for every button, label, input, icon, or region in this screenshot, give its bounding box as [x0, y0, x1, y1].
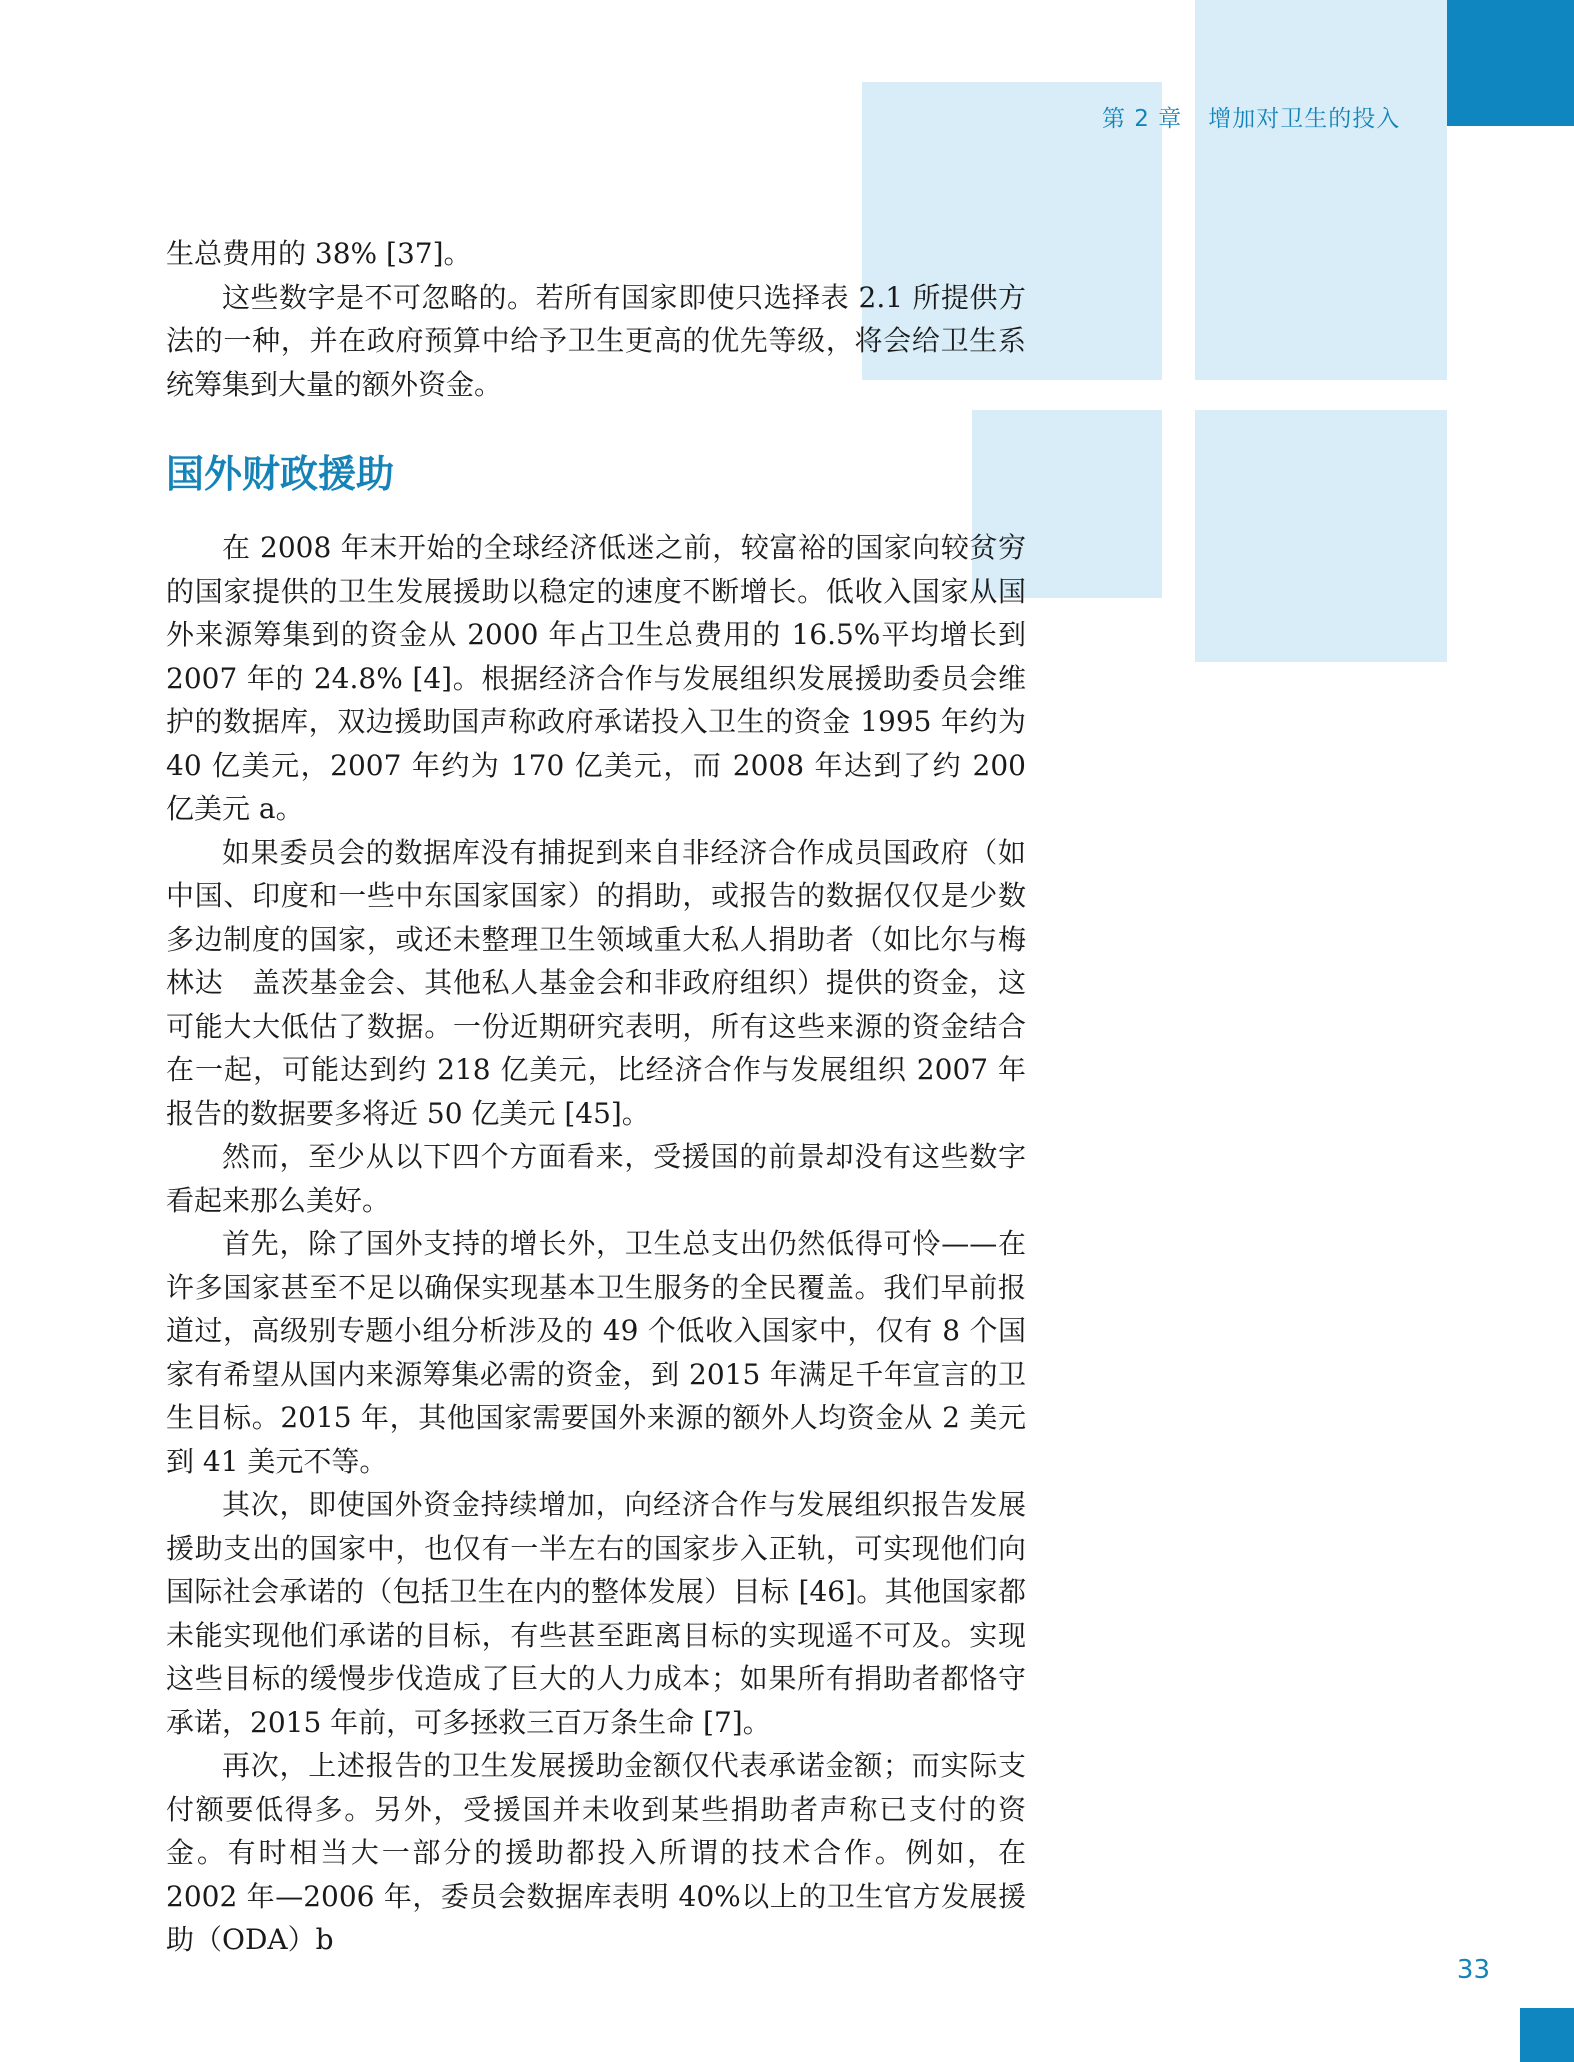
section-heading: 国外财政援助 — [166, 452, 395, 496]
paragraph: 在 2008 年末开始的全球经济低迷之前，较富裕的国家向较贫穷的国家提供的卫生发展援助以稳定的速度不断增长。低收入国家从国外来源筹集到的资金从 2000 年占卫生总费用的 16.5%平均增长到 2007 年的 24.8% [4]。根据经济合作与发展组织发展援助委员会维护的数据库，双边援助国声称政府承诺投入卫生的资金 1995 年约为 40 亿美元，2007 年约为 170 亿美元，而 2008 年达到了约 200 亿美元 a。 — [166, 531, 1026, 825]
page-number: 33 — [1456, 1955, 1490, 1985]
decorative-block — [1195, 410, 1447, 662]
paragraph: 生总费用的 38% [37]。 — [166, 237, 472, 270]
paragraph: 这些数字是不可忽略的。若所有国家即使只选择表 2.1 所提供方法的一种，并在政府预算中给予卫生更高的优先等级，将会给卫生系统筹集到大量的额外资金。 — [166, 280, 1026, 401]
running-header — [1102, 100, 1400, 133]
decorative-block — [1195, 0, 1447, 380]
paragraph: 首先，除了国外支持的增长外，卫生总支出仍然低得可怜——在许多国家甚至不足以确保实现基本卫生服务的全民覆盖。我们早前报道过，高级别专题小组分析涉及的 49 个低收入国家中，仅有 8 个国家有希望从国内来源筹集必需的资金，到 2015 年满足千年宣言的卫生目标。2015 年，其他国家需要国外来源的额外人均资金从 2 美元到 41 美元不等。 — [166, 1227, 1026, 1478]
paragraph: 再次，上述报告的卫生发展援助金额仅代表承诺金额；而实际支付额要低得多。另外，受援国并未收到某些捐助者声称已支付的资金。有时相当大一部分的援助都投入所谓的技术合作。例如，在 2002 年—2006 年，委员会数据库表明 40%以上的卫生官方发展援助（ODA）b — [166, 1749, 1026, 1956]
chapter-title: 增加对卫生的投入 — [1208, 106, 1401, 132]
paragraph: 其次，即使国外资金持续增加，向经济合作与发展组织报告发展援助支出的国家中，也仅有一半左右的国家步入正轨，可实现他们向国际社会承诺的（包括卫生在内的整体发展）目标 [46]。其他国家都未能实现他们承诺的目标，有些甚至距离目标的实现遥不可及。实现这些目标的缓慢步伐造成了巨大的人力成本；如果所有捐助者都恪守承诺，2015 年前，可多拯救三百万条生命 [7]。 — [166, 1488, 1026, 1739]
decorative-block-accent — [1447, 0, 1574, 126]
chapter-number: 第 2 章 — [1102, 106, 1183, 132]
body-text — [166, 232, 1026, 1962]
paragraph: 如果委员会的数据库没有捕捉到来自非经济合作成员国政府（如中国、印度和一些中东国家国家）的捐助，或报告的数据仅仅是少数多边制度的国家，或还未整理卫生领域重大私人捐助者（如比尔与梅林达 盖茨基金会、其他私人基金会和非政府组织）提供的资金，这可能大大低估了数据。一份近期研究表明，所有这些来源的资金结合在一起，可能达到约 218 亿美元，比经济合作与发展组织 2007 年报告的数据要多将近 50 亿美元 [45]。 — [166, 835, 1026, 1130]
paragraph: 然而，至少从以下四个方面看来，受援国的前景却没有这些数字看起来那么美好。 — [166, 1140, 1026, 1217]
decorative-corner-block — [1520, 2008, 1574, 2062]
